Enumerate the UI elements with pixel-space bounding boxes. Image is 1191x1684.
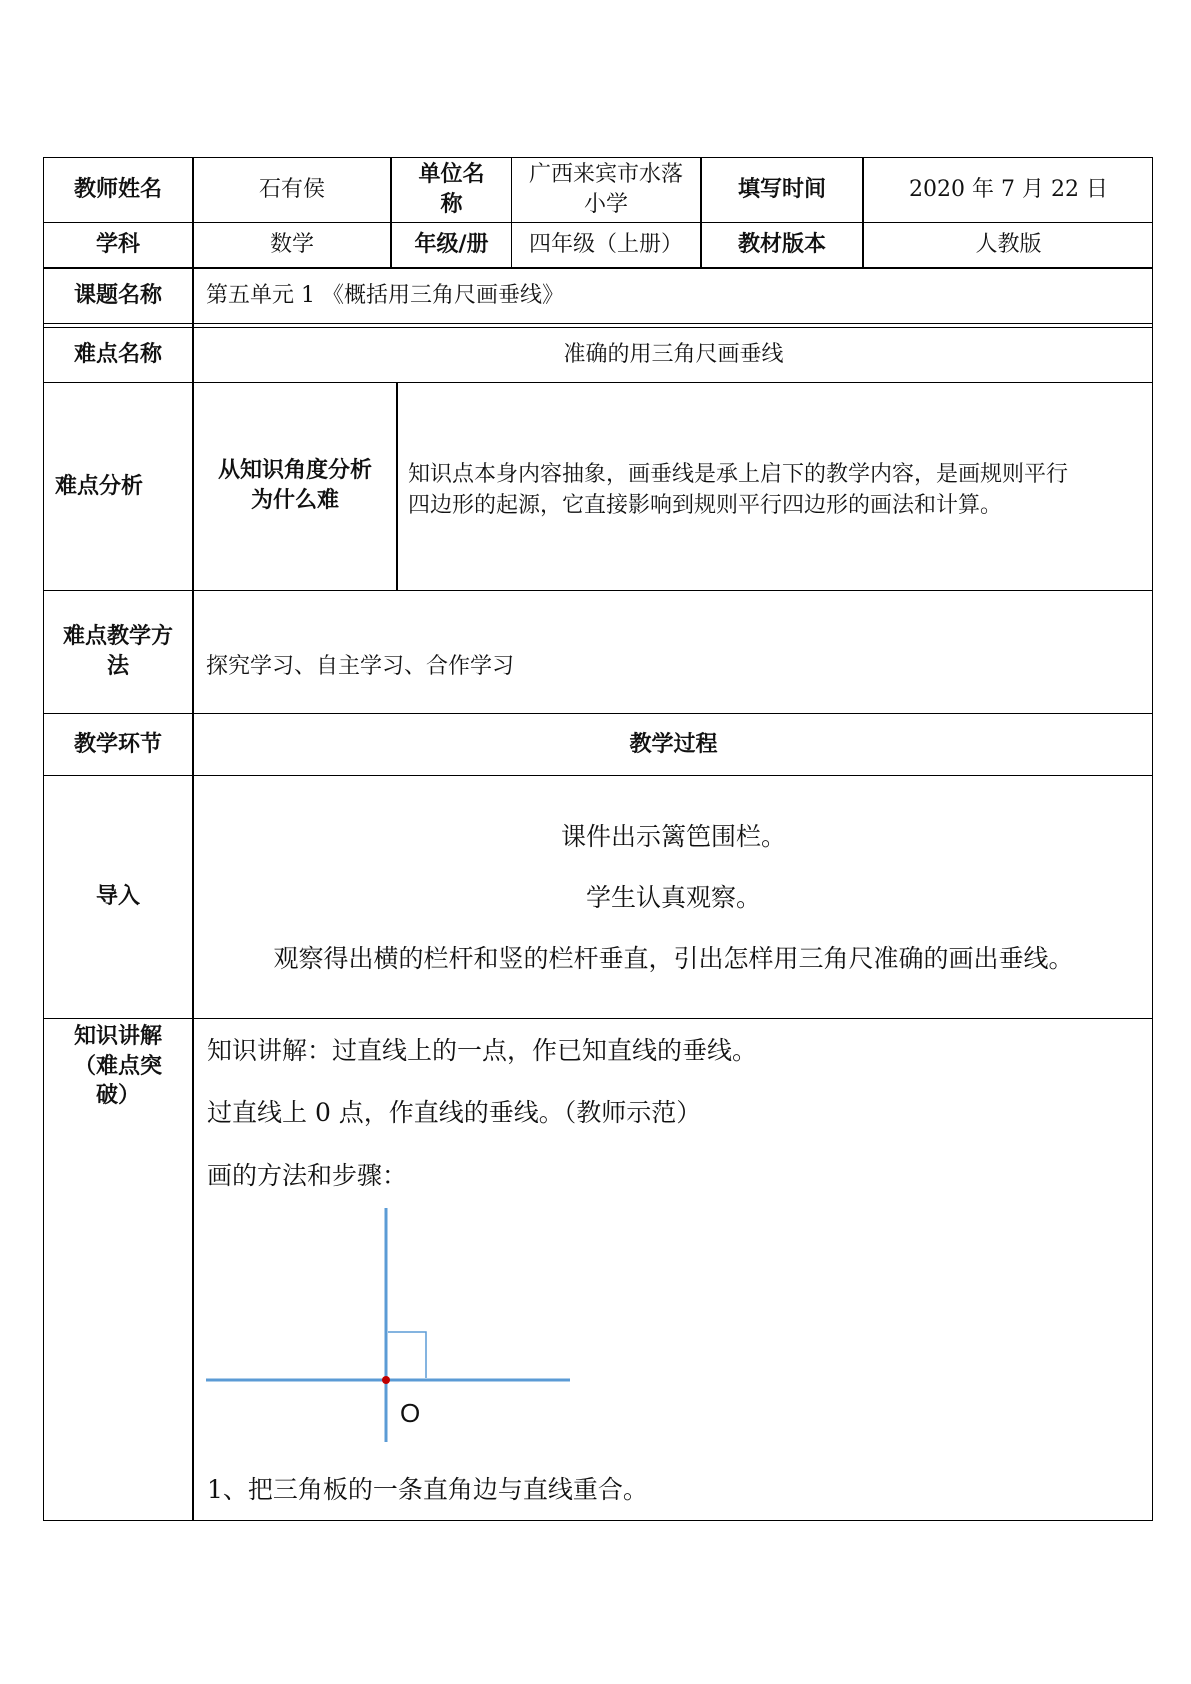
unit-name-label-line1: 单位名	[418, 161, 485, 187]
analysis-sub-label-line2: 为什么难	[250, 487, 339, 513]
right-angle-mark	[388, 1332, 426, 1378]
grade-value: 四年级（上册）	[528, 232, 683, 258]
difficulty-label: 难点名称	[73, 342, 162, 368]
row-divider	[43, 775, 1153, 776]
fill-time-value: 2020 年 7 月 22 日	[909, 176, 1108, 202]
knowledge-label-line2: （难点突	[73, 1053, 162, 1079]
unit-name-value-line2: 小学	[583, 191, 628, 217]
knowledge-line-1: 知识讲解：过直线上的一点，作已知直线的垂线。	[207, 1036, 758, 1065]
method-label	[43, 591, 193, 713]
unit-name-label-line2: 称	[440, 191, 463, 217]
perpendicular-diagram	[200, 1200, 580, 1450]
unit-name-label	[392, 157, 511, 222]
teacher-name-label: 教师姓名	[73, 176, 162, 202]
analysis-text	[408, 459, 1148, 521]
textbook-value: 人教版	[975, 232, 1042, 258]
point-o-label: O	[400, 1398, 421, 1428]
subject-label: 学科	[95, 232, 140, 258]
unit-name-value-line1: 广西来宾市水落	[528, 161, 683, 187]
knowledge-line-2: 过直线上 0 点，作直线的垂线。（教师示范）	[207, 1098, 702, 1127]
teacher-name-value: 石有侯	[258, 176, 325, 202]
textbook-label: 教材版本	[737, 232, 826, 258]
topic-label: 课题名称	[73, 283, 162, 309]
process-label: 教学环节	[73, 731, 162, 757]
analysis-sub-label-line1: 从知识角度分析	[217, 458, 372, 483]
fill-time-label: 填写时间	[737, 176, 826, 202]
row-divider	[43, 1018, 1153, 1019]
subject-value: 数学	[269, 232, 314, 258]
knowledge-label-line1: 知识讲解	[73, 1024, 162, 1049]
method-label-line2: 法	[106, 654, 129, 679]
knowledge-label	[43, 1020, 193, 1120]
intro-line-1: 课件出示篱笆围栏。	[560, 822, 786, 851]
knowledge-label-line3: 破）	[95, 1083, 140, 1109]
knowledge-line-3: 画的方法和步骤：	[207, 1161, 408, 1190]
col-divider	[396, 382, 398, 590]
method-label-line1: 难点教学方	[62, 624, 173, 650]
method-value: 探究学习、自主学习、合作学习	[206, 654, 515, 680]
process-value: 教学过程	[629, 731, 718, 757]
row-divider	[43, 323, 1153, 324]
difficulty-value: 准确的用三角尺画垂线	[563, 342, 784, 368]
knowledge-step-1: 1、把三角板的一条直角边与直线重合。	[207, 1475, 648, 1504]
analysis-label: 难点分析	[55, 473, 144, 499]
point-o-dot	[382, 1376, 390, 1384]
analysis-text-line1: 知识点本身内容抽象，画垂线是承上启下的教学内容，是画规则平行	[408, 462, 1069, 487]
intro-line-2: 学生认真观察。	[585, 883, 761, 912]
row-divider	[43, 590, 1153, 591]
intro-label: 导入	[95, 884, 140, 910]
grade-label: 年级/册	[414, 232, 489, 258]
topic-value: 第五单元 1 《概括用三角尺画垂线》	[206, 283, 564, 309]
analysis-sub-label	[194, 383, 396, 590]
intro-line-3: 观察得出横的栏杆和竖的栏杆垂直，引出怎样用三角尺准确的画出垂线。	[273, 944, 1074, 973]
analysis-text-line2: 四边形的起源，它直接影响到规则平行四边形的画法和计算。	[408, 493, 1003, 518]
unit-name-value	[512, 157, 700, 222]
